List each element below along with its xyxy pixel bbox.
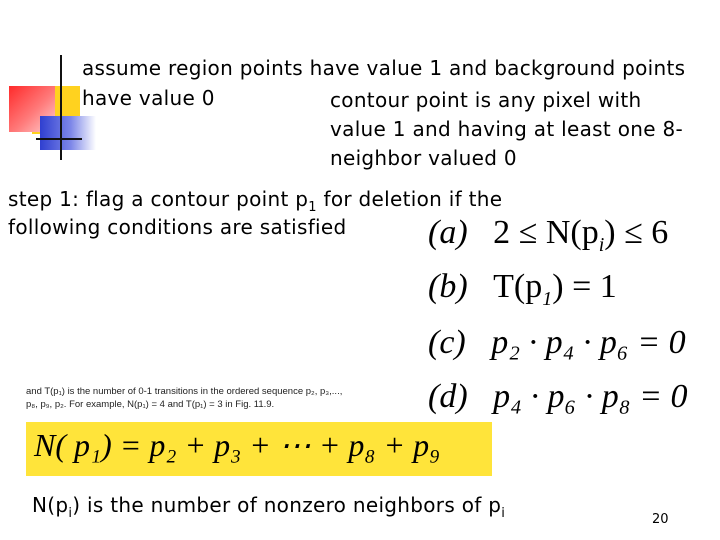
contour-line-3: neighbor valued 0: [330, 146, 517, 170]
condition-a-lhs: 2 ≤ N(p: [493, 214, 599, 251]
excerpt-line-1: and T(p₁) is the number of 0-1 transitions in the ordered sequence p₂, p₃,...,: [26, 386, 343, 397]
footer-line: [32, 490, 505, 529]
condition-b-sub: 1: [542, 288, 553, 310]
intro-line-1: assume region points have value 1 and background points: [82, 56, 686, 80]
page-number: 20: [652, 512, 669, 527]
logo-horizontal-line: [36, 138, 82, 140]
footer-sub-2: i: [501, 506, 506, 521]
condition-d-label: (d): [428, 378, 468, 415]
condition-b-label: (b): [428, 268, 468, 305]
step-line-1-pre: step 1: flag a contour point p: [8, 187, 309, 211]
contour-line-1: contour point is any pixel with: [330, 88, 642, 112]
condition-d: [428, 378, 688, 416]
intro-line-2: have value 0: [82, 86, 215, 110]
condition-c-expr: p₂ · p₄ · p₆ = 0: [491, 324, 686, 361]
footer-pre: N(p: [32, 493, 69, 517]
condition-b-rhs: ) = 1: [552, 268, 617, 305]
footer-sub-1: i: [68, 506, 73, 521]
footer-mid: ) is the number of nonzero neighbors of p: [72, 493, 502, 517]
condition-d-expr: p₄ · p₆ · p₈ = 0: [493, 378, 688, 415]
logo-blue-bar: [40, 116, 96, 150]
condition-a: [428, 214, 668, 257]
contour-line-2: value 1 and having at least one 8-: [330, 117, 684, 141]
condition-c: [428, 324, 686, 362]
step-line-1-sub: 1: [308, 200, 317, 215]
condition-a-rhs: ) ≤ 6: [604, 214, 669, 251]
condition-b: [428, 268, 617, 311]
neighbor-sum-formula: N( p₁) = p₂ + p₃ + ⋯ + p₈ + p₉: [34, 427, 441, 463]
excerpt-line-2: p₈, p₉, p₂. For example, N(p₁) = 4 and T(p₁) = 3 in Fig. 11.9.: [26, 399, 275, 410]
step-line-2: following conditions are satisfied: [8, 215, 347, 239]
condition-b-lhs: T(p: [493, 268, 543, 305]
condition-c-label: (c): [428, 324, 466, 361]
condition-a-sub: i: [598, 234, 605, 256]
step-line-1-post: for deletion if the: [316, 187, 503, 211]
condition-a-label: (a): [428, 214, 468, 251]
logo-vertical-line: [60, 55, 62, 160]
